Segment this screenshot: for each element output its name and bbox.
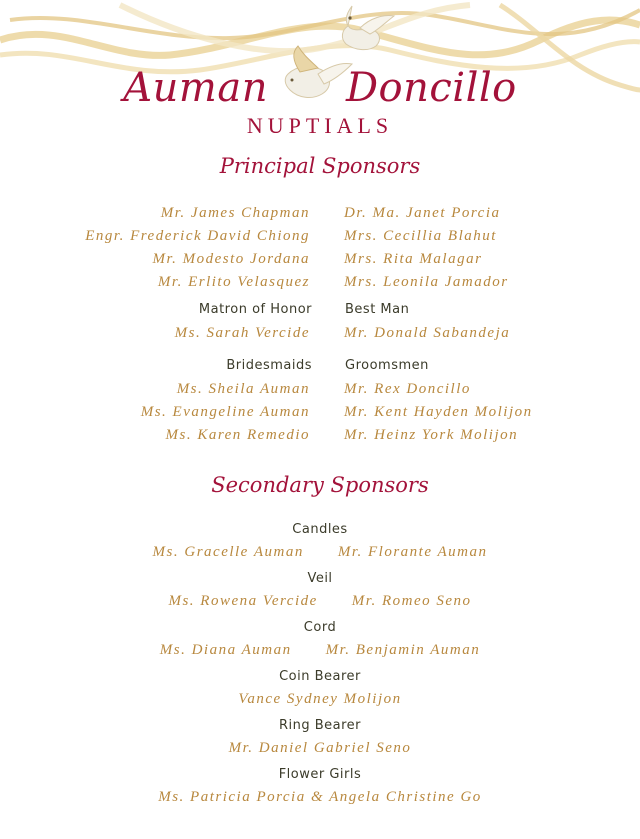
cord-label: Cord [303,620,337,635]
candles-names [0,541,640,563]
candles-right-name: Mr. Florante Auman [337,544,488,560]
ring-bearer-label: Ring Bearer [278,718,362,733]
cord-right-name: Mr. Benjamin Auman [325,642,481,658]
sponsor-right: Mrs. Rita Malagar [344,251,483,267]
groomsmen-label: Groomsmen [345,358,429,373]
best-man-label: Best Man [345,302,410,317]
bridesmaid-name: Ms. Sheila Auman [176,381,310,397]
sponsor-row [0,271,640,293]
honor-row [0,322,640,344]
couple-names [0,64,640,112]
bridesmaid-name: Ms. Evangeline Auman [140,404,310,420]
coin-bearer-name: Vance Sydney Molijon [238,691,402,707]
sponsor-left: Mr. Modesto Jordana [152,251,310,267]
candles-left-name: Ms. Gracelle Auman [152,544,304,560]
sponsor-right: Mrs. Cecillia Blahut [344,228,497,244]
sponsor-row [0,248,640,270]
flower-girls-names: Ms. Patricia Porcia & Angela Christine Go [158,789,482,805]
veil-label: Veil [307,571,333,586]
party-row [0,378,640,400]
veil-names [0,590,640,612]
sponsor-row [0,202,640,224]
groomsman-name: Mr. Kent Hayden Molijon [344,404,533,420]
groomsman-name: Mr. Heinz York Molijon [344,427,519,443]
bridesmaids-label: Bridesmaids [226,358,312,373]
candles-label: Candles [292,522,348,537]
ring-bearer-name: Mr. Daniel Gabriel Seno [228,740,412,756]
bride-surname: Doncillo [345,65,517,111]
sponsor-left: Engr. Frederick David Chiong [85,228,310,244]
sponsor-right: Dr. Ma. Janet Porcia [344,205,501,221]
sponsor-right: Mrs. Leonila Jamador [344,274,509,290]
party-row [0,401,640,423]
groomsman-name: Mr. Rex Doncillo [344,381,471,397]
principal-sponsors-title: Principal Sponsors [219,154,421,178]
groom-surname: Auman [123,65,268,111]
veil-left-name: Ms. Rowena Vercide [168,593,318,609]
sponsor-left: Mr. James Chapman [160,205,310,221]
sponsor-row [0,225,640,247]
matron-of-honor-name: Ms. Sarah Vercide [174,325,310,341]
flower-girls-label: Flower Girls [278,767,362,782]
bridesmaid-name: Ms. Karen Remedio [165,427,310,443]
dove-icon [342,6,394,50]
party-row [0,424,640,446]
cord-names [0,639,640,661]
best-man-name: Mr. Donald Sabandeja [344,325,511,341]
cord-left-name: Ms. Diana Auman [159,642,292,658]
matron-of-honor-label: Matron of Honor [198,302,312,317]
secondary-sponsors-title: Secondary Sponsors [211,473,429,497]
sponsor-left: Mr. Erlito Velasquez [157,274,310,290]
veil-right-name: Mr. Romeo Seno [351,593,472,609]
nuptials-subtitle: NUPTIALS [246,113,394,138]
coin-bearer-label: Coin Bearer [279,669,361,684]
